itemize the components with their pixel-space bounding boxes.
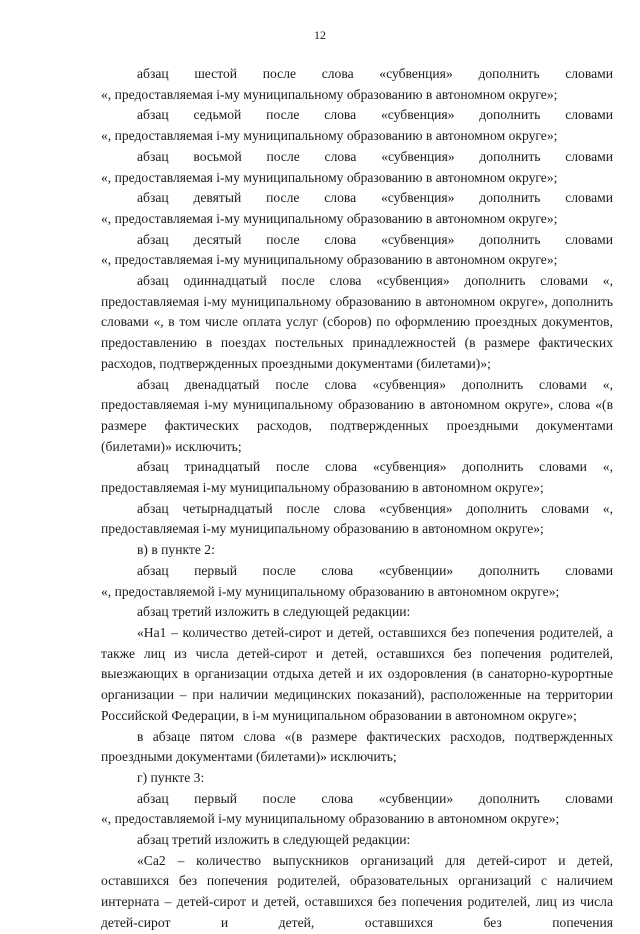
paragraph: «, предоставляемой i-му муниципальному образованию в автономном округе»; <box>101 583 560 599</box>
paragraph: абзац четырнадцатый после слова «субвенция» дополнить словами «, предоставляемая i-му муниципальному образованию в автономном округе»; <box>101 500 613 537</box>
paragraph: абзац тринадцатый после слова «субвенция» дополнить словами «, предоставляемая i-му муниципальному образованию в автономном округе»; <box>101 459 613 496</box>
paragraph: «На1 – количество детей-сирот и детей, оставшихся без попечения родителей, а также лиц из числа детей-сирот и детей, оставшихся без попечения родителей, выезжающих в организации отдыха детей и их оздоровления (в санаторно-курортные организации – при наличии медицинских показаний), расположенные на территории Российской Федерации, в i-м муниципальном образовании в автономном округе»; <box>101 624 613 723</box>
paragraph: «Са2 – количество выпускников организаций для детей-сирот и детей, оставшихся без попечения родителей, образовательных организаций с наличием интерната – детей-сирот и детей, оставшихся без попечения родителей, лиц из числа детей-сирот и детей, оставшихся без попечения <box>101 852 613 930</box>
paragraph: абзац одиннадцатый после слова «субвенция» дополнить словами «, предоставляемая i-му муниципальному образованию в автономном округе», дополнить словами «, в том числе оплата услуг (сборов) по оформлению проездных документов, предоставлению в поездах постельных принадлежностей (в размере фактических расходов, подтвержденных проездными документами (билетами)»; <box>101 273 613 371</box>
paragraph: «, предоставляемая i-му муниципальному образованию в автономном округе»; <box>101 252 558 268</box>
paragraph: абзац шестой после слова «субвенция» дополнить словами <box>137 66 613 81</box>
paragraph: «, предоставляемая i-му муниципальному образованию в автономном округе»; <box>101 128 558 144</box>
paragraph: г) пункте 3: <box>137 769 205 785</box>
paragraph: абзац третий изложить в следующей редакции: <box>137 832 411 848</box>
paragraph: абзац первый после слова «субвенции» дополнить словами <box>137 790 613 806</box>
paragraph: в абзаце пятом слова «(в размере фактических расходов, подтвержденных проездными документами (билетами)» исключить; <box>101 728 613 765</box>
paragraph: «, предоставляемая i-му муниципальному образованию в автономном округе»; <box>101 169 558 185</box>
paragraph: абзац восьмой после слова «субвенция» дополнить словами <box>137 148 613 164</box>
paragraph: «, предоставляемой i-му муниципальному образованию в автономном округе»; <box>101 811 560 827</box>
paragraph: абзац первый после слова «субвенции» дополнить словами <box>137 562 613 578</box>
paragraph: в) в пункте 2: <box>137 542 215 558</box>
document-body <box>101 64 613 934</box>
paragraph: абзац двенадцатый после слова «субвенция» дополнить словами «, предоставляемая i-му муниципальному образованию в автономном округе», слова «(в размере фактических расходов, подтвержденных проездными документами (билетами)» исключить; <box>101 376 613 454</box>
paragraph: «, предоставляемая i-му муниципальному образованию в автономном округе»; <box>101 210 558 226</box>
paragraph: абзац девятый после слова «субвенция» дополнить словами <box>137 190 613 206</box>
page-number: 12 <box>314 28 326 42</box>
paragraph: «, предоставляемая i-му муниципальному образованию в автономном округе»; <box>101 86 558 102</box>
paragraph: абзац третий изложить в следующей редакции: <box>137 604 411 620</box>
paragraph: абзац седьмой после слова «субвенция» дополнить словами <box>137 107 613 123</box>
paragraph: абзац десятый после слова «субвенция» дополнить словами <box>137 231 613 247</box>
